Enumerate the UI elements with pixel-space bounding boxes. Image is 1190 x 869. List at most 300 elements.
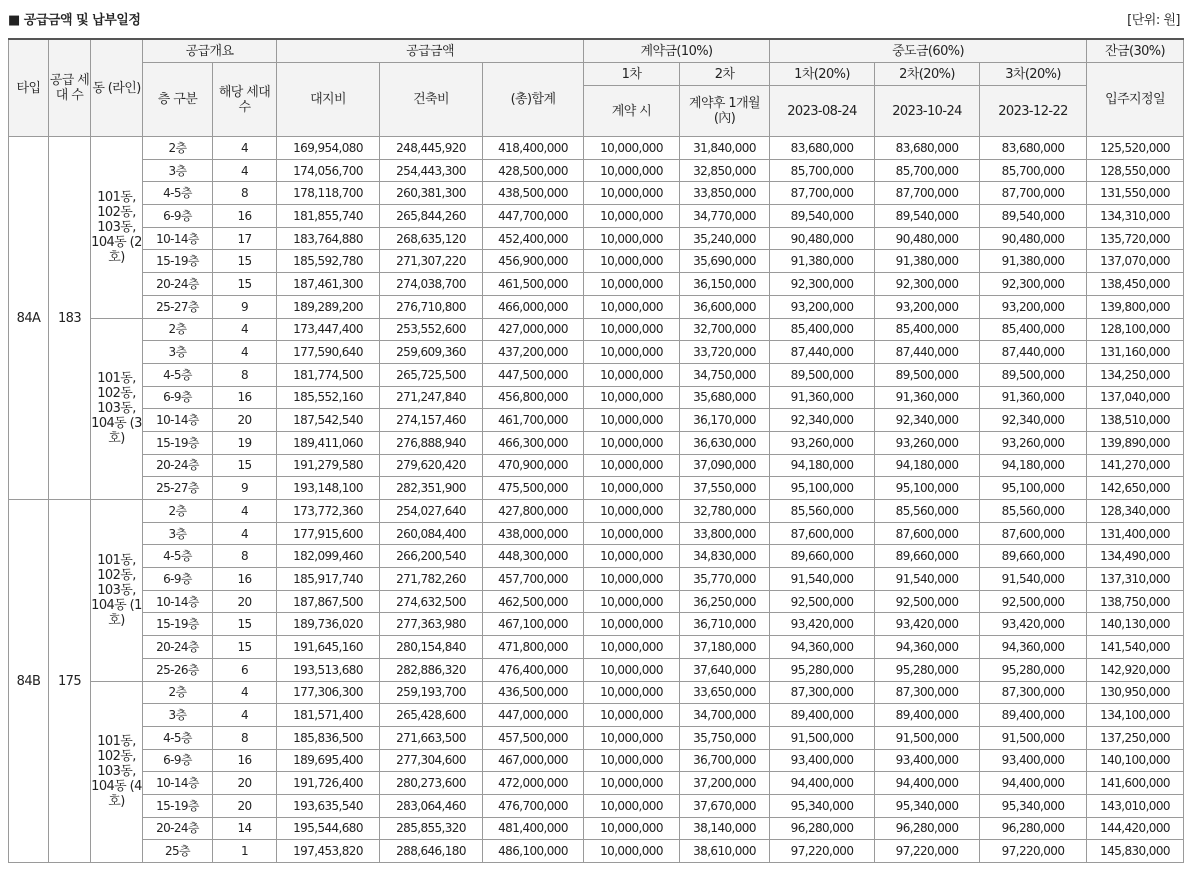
floor-cell: 10-14층 — [143, 227, 213, 250]
floor-cell: 2층 — [143, 137, 213, 160]
units-cell: 8 — [213, 363, 277, 386]
floor-cell: 20-24층 — [143, 817, 213, 840]
header-deposit: 계약금(10%) — [584, 39, 770, 63]
deposit-1-cell: 10,000,000 — [584, 840, 680, 863]
floor-cell: 6-9층 — [143, 205, 213, 228]
land-cell: 193,635,540 — [277, 794, 380, 817]
table-row — [9, 568, 1184, 591]
floor-cell: 2층 — [143, 318, 213, 341]
page-title: ■ 공급금액 및 납부일정 — [8, 13, 141, 28]
land-cell: 191,645,160 — [277, 636, 380, 659]
deposit-2-cell: 36,700,000 — [680, 749, 770, 772]
building-cell: 288,646,180 — [380, 840, 483, 863]
building-cell: 276,888,940 — [380, 431, 483, 454]
table-row — [9, 545, 1184, 568]
header-interim-3-date: 2023-12-22 — [980, 86, 1087, 137]
units-cell: 20 — [213, 409, 277, 432]
interim-3-cell: 83,680,000 — [980, 137, 1087, 160]
units-cell: 16 — [213, 205, 277, 228]
interim-3-cell: 97,220,000 — [980, 840, 1087, 863]
total-cell: 467,000,000 — [483, 749, 584, 772]
interim-2-cell: 89,540,000 — [875, 205, 980, 228]
balance-cell: 139,890,000 — [1087, 431, 1184, 454]
building-cell: 271,663,500 — [380, 726, 483, 749]
land-cell: 183,764,880 — [277, 227, 380, 250]
deposit-2-cell: 37,640,000 — [680, 658, 770, 681]
floor-cell: 25-26층 — [143, 658, 213, 681]
header-interim-3: 3차(20%) — [980, 63, 1087, 86]
balance-cell: 139,800,000 — [1087, 295, 1184, 318]
interim-2-cell: 95,280,000 — [875, 658, 980, 681]
interim-1-cell: 93,260,000 — [770, 431, 875, 454]
floor-cell: 20-24층 — [143, 454, 213, 477]
total-cell: 447,500,000 — [483, 363, 584, 386]
balance-cell: 130,950,000 — [1087, 681, 1184, 704]
building-cell: 268,635,120 — [380, 227, 483, 250]
units-cell: 14 — [213, 817, 277, 840]
floor-cell: 15-19층 — [143, 794, 213, 817]
units-cell: 8 — [213, 182, 277, 205]
total-cell: 438,500,000 — [483, 182, 584, 205]
deposit-1-cell: 10,000,000 — [584, 613, 680, 636]
interim-1-cell: 93,400,000 — [770, 749, 875, 772]
units-cell: 15 — [213, 454, 277, 477]
deposit-1-cell: 10,000,000 — [584, 409, 680, 432]
total-cell: 486,100,000 — [483, 840, 584, 863]
units-cell: 8 — [213, 545, 277, 568]
table-row — [9, 840, 1184, 863]
land-cell: 185,592,780 — [277, 250, 380, 273]
units-cell: 4 — [213, 522, 277, 545]
interim-1-cell: 92,300,000 — [770, 273, 875, 296]
floor-cell: 6-9층 — [143, 749, 213, 772]
building-cell: 265,428,600 — [380, 704, 483, 727]
building-cell: 274,038,700 — [380, 273, 483, 296]
floor-cell: 10-14층 — [143, 772, 213, 795]
land-cell: 182,099,460 — [277, 545, 380, 568]
table-row — [9, 386, 1184, 409]
table-row — [9, 227, 1184, 250]
interim-2-cell: 89,400,000 — [875, 704, 980, 727]
header-dong: 동 (라인) — [91, 39, 143, 137]
floor-cell: 2층 — [143, 500, 213, 523]
units-cell: 15 — [213, 636, 277, 659]
header-land: 대지비 — [277, 63, 380, 137]
units-cell: 16 — [213, 568, 277, 591]
interim-2-cell: 87,600,000 — [875, 522, 980, 545]
balance-cell: 128,550,000 — [1087, 159, 1184, 182]
building-cell: 271,307,220 — [380, 250, 483, 273]
balance-cell: 137,310,000 — [1087, 568, 1184, 591]
table-header — [9, 39, 1184, 137]
floor-cell: 3층 — [143, 341, 213, 364]
interim-1-cell: 85,400,000 — [770, 318, 875, 341]
units-cell: 16 — [213, 386, 277, 409]
deposit-2-cell: 32,780,000 — [680, 500, 770, 523]
interim-1-cell: 92,500,000 — [770, 590, 875, 613]
land-cell: 178,118,700 — [277, 182, 380, 205]
building-cell: 265,844,260 — [380, 205, 483, 228]
deposit-2-cell: 37,670,000 — [680, 794, 770, 817]
table-row — [9, 250, 1184, 273]
interim-1-cell: 87,600,000 — [770, 522, 875, 545]
total-cell: 437,200,000 — [483, 341, 584, 364]
unit-label: [단위: 원] — [1127, 13, 1180, 28]
deposit-2-cell: 37,200,000 — [680, 772, 770, 795]
land-cell: 185,836,500 — [277, 726, 380, 749]
interim-2-cell: 91,500,000 — [875, 726, 980, 749]
units-cell: 4 — [213, 318, 277, 341]
floor-cell: 4-5층 — [143, 363, 213, 386]
deposit-1-cell: 10,000,000 — [584, 817, 680, 840]
balance-cell: 143,010,000 — [1087, 794, 1184, 817]
deposit-1-cell: 10,000,000 — [584, 749, 680, 772]
total-cell: 428,500,000 — [483, 159, 584, 182]
land-cell: 173,447,400 — [277, 318, 380, 341]
deposit-2-cell: 35,690,000 — [680, 250, 770, 273]
units-cell: 9 — [213, 477, 277, 500]
table-row — [9, 273, 1184, 296]
interim-1-cell: 95,280,000 — [770, 658, 875, 681]
interim-3-cell: 94,400,000 — [980, 772, 1087, 795]
interim-1-cell: 96,280,000 — [770, 817, 875, 840]
balance-cell: 134,490,000 — [1087, 545, 1184, 568]
units-cell: 16 — [213, 749, 277, 772]
units-cell: 4 — [213, 159, 277, 182]
building-cell: 280,273,600 — [380, 772, 483, 795]
deposit-1-cell: 10,000,000 — [584, 159, 680, 182]
table-row — [9, 454, 1184, 477]
interim-2-cell: 96,280,000 — [875, 817, 980, 840]
floor-cell: 4-5층 — [143, 726, 213, 749]
table-row — [9, 590, 1184, 613]
header-deposit-1: 1차 — [584, 63, 680, 86]
interim-1-cell: 97,220,000 — [770, 840, 875, 863]
deposit-2-cell: 33,800,000 — [680, 522, 770, 545]
interim-2-cell: 91,380,000 — [875, 250, 980, 273]
balance-cell: 137,040,000 — [1087, 386, 1184, 409]
header-building: 건축비 — [380, 63, 483, 137]
building-cell: 285,855,320 — [380, 817, 483, 840]
balance-cell: 140,100,000 — [1087, 749, 1184, 772]
interim-1-cell: 93,200,000 — [770, 295, 875, 318]
units-cell: 6 — [213, 658, 277, 681]
table-row — [9, 318, 1184, 341]
balance-cell: 135,720,000 — [1087, 227, 1184, 250]
floor-cell: 20-24층 — [143, 273, 213, 296]
floor-cell: 25층 — [143, 840, 213, 863]
land-cell: 181,571,400 — [277, 704, 380, 727]
deposit-2-cell: 36,710,000 — [680, 613, 770, 636]
interim-1-cell: 89,400,000 — [770, 704, 875, 727]
interim-2-cell: 85,560,000 — [875, 500, 980, 523]
deposit-2-cell: 36,250,000 — [680, 590, 770, 613]
interim-2-cell: 93,420,000 — [875, 613, 980, 636]
deposit-2-cell: 35,770,000 — [680, 568, 770, 591]
deposit-1-cell: 10,000,000 — [584, 250, 680, 273]
interim-1-cell: 93,420,000 — [770, 613, 875, 636]
land-cell: 173,772,360 — [277, 500, 380, 523]
floor-cell: 2층 — [143, 681, 213, 704]
interim-2-cell: 97,220,000 — [875, 840, 980, 863]
land-cell: 189,289,200 — [277, 295, 380, 318]
building-cell: 265,725,500 — [380, 363, 483, 386]
table-row — [9, 772, 1184, 795]
balance-cell: 137,070,000 — [1087, 250, 1184, 273]
balance-cell: 142,920,000 — [1087, 658, 1184, 681]
total-cell: 476,700,000 — [483, 794, 584, 817]
deposit-2-cell: 32,700,000 — [680, 318, 770, 341]
total-cell: 447,000,000 — [483, 704, 584, 727]
deposit-1-cell: 10,000,000 — [584, 704, 680, 727]
units-cell: 15 — [213, 250, 277, 273]
balance-cell: 141,540,000 — [1087, 636, 1184, 659]
deposit-2-cell: 34,830,000 — [680, 545, 770, 568]
floor-cell: 3층 — [143, 522, 213, 545]
total-cell: 461,700,000 — [483, 409, 584, 432]
table-row — [9, 636, 1184, 659]
deposit-2-cell: 36,170,000 — [680, 409, 770, 432]
deposit-1-cell: 10,000,000 — [584, 590, 680, 613]
price-table — [8, 38, 1184, 863]
interim-2-cell: 91,540,000 — [875, 568, 980, 591]
deposit-1-cell: 10,000,000 — [584, 182, 680, 205]
dong-cell: 101동, 102동, 103동, 104동 (1호) — [91, 500, 143, 682]
land-cell: 187,461,300 — [277, 273, 380, 296]
interim-3-cell: 91,540,000 — [980, 568, 1087, 591]
interim-1-cell: 95,100,000 — [770, 477, 875, 500]
building-cell: 274,632,500 — [380, 590, 483, 613]
building-cell: 254,027,640 — [380, 500, 483, 523]
balance-cell: 128,340,000 — [1087, 500, 1184, 523]
interim-3-cell: 85,560,000 — [980, 500, 1087, 523]
land-cell: 174,056,700 — [277, 159, 380, 182]
total-cell: 456,800,000 — [483, 386, 584, 409]
floor-cell: 10-14층 — [143, 590, 213, 613]
interim-3-cell: 94,360,000 — [980, 636, 1087, 659]
interim-3-cell: 89,540,000 — [980, 205, 1087, 228]
header-move-in: 입주지정일 — [1087, 63, 1184, 137]
units-cell: 20 — [213, 772, 277, 795]
total-cell: 472,000,000 — [483, 772, 584, 795]
units-cell: 4 — [213, 341, 277, 364]
header-after-contract: 계약후 1개월(內) — [680, 86, 770, 137]
total-cell: 476,400,000 — [483, 658, 584, 681]
table-row — [9, 205, 1184, 228]
units-cell: 19 — [213, 431, 277, 454]
table-row — [9, 477, 1184, 500]
supply-units-cell: 175 — [49, 500, 91, 863]
deposit-2-cell: 33,850,000 — [680, 182, 770, 205]
land-cell: 193,513,680 — [277, 658, 380, 681]
interim-3-cell: 92,300,000 — [980, 273, 1087, 296]
interim-2-cell: 95,100,000 — [875, 477, 980, 500]
header-at-contract: 계약 시 — [584, 86, 680, 137]
interim-2-cell: 85,400,000 — [875, 318, 980, 341]
header-total: (총)합계 — [483, 63, 584, 137]
deposit-2-cell: 33,720,000 — [680, 341, 770, 364]
interim-3-cell: 90,480,000 — [980, 227, 1087, 250]
interim-2-cell: 95,340,000 — [875, 794, 980, 817]
interim-2-cell: 92,300,000 — [875, 273, 980, 296]
balance-cell: 131,550,000 — [1087, 182, 1184, 205]
balance-cell: 134,310,000 — [1087, 205, 1184, 228]
interim-3-cell: 93,400,000 — [980, 749, 1087, 772]
header-deposit-2: 2차 — [680, 63, 770, 86]
building-cell: 253,552,600 — [380, 318, 483, 341]
interim-1-cell: 89,540,000 — [770, 205, 875, 228]
balance-cell: 138,750,000 — [1087, 590, 1184, 613]
total-cell: 475,500,000 — [483, 477, 584, 500]
floor-cell: 15-19층 — [143, 250, 213, 273]
interim-2-cell: 91,360,000 — [875, 386, 980, 409]
total-cell: 461,500,000 — [483, 273, 584, 296]
deposit-1-cell: 10,000,000 — [584, 772, 680, 795]
units-cell: 8 — [213, 726, 277, 749]
interim-3-cell: 87,600,000 — [980, 522, 1087, 545]
interim-1-cell: 83,680,000 — [770, 137, 875, 160]
interim-3-cell: 91,360,000 — [980, 386, 1087, 409]
land-cell: 187,867,500 — [277, 590, 380, 613]
units-cell: 4 — [213, 704, 277, 727]
interim-2-cell: 87,300,000 — [875, 681, 980, 704]
interim-3-cell: 89,500,000 — [980, 363, 1087, 386]
balance-cell: 144,420,000 — [1087, 817, 1184, 840]
total-cell: 467,100,000 — [483, 613, 584, 636]
units-cell: 15 — [213, 613, 277, 636]
units-cell: 17 — [213, 227, 277, 250]
interim-1-cell: 85,560,000 — [770, 500, 875, 523]
table-row — [9, 704, 1184, 727]
deposit-2-cell: 38,140,000 — [680, 817, 770, 840]
land-cell: 197,453,820 — [277, 840, 380, 863]
building-cell: 274,157,460 — [380, 409, 483, 432]
building-cell: 259,609,360 — [380, 341, 483, 364]
interim-3-cell: 93,200,000 — [980, 295, 1087, 318]
floor-cell: 15-19층 — [143, 613, 213, 636]
header-interim-2: 2차(20%) — [875, 63, 980, 86]
table-row — [9, 817, 1184, 840]
land-cell: 193,148,100 — [277, 477, 380, 500]
total-cell: 457,700,000 — [483, 568, 584, 591]
deposit-1-cell: 10,000,000 — [584, 726, 680, 749]
interim-3-cell: 96,280,000 — [980, 817, 1087, 840]
land-cell: 185,552,160 — [277, 386, 380, 409]
interim-1-cell: 94,400,000 — [770, 772, 875, 795]
interim-3-cell: 92,500,000 — [980, 590, 1087, 613]
building-cell: 283,064,460 — [380, 794, 483, 817]
table-row — [9, 431, 1184, 454]
units-cell: 4 — [213, 681, 277, 704]
deposit-1-cell: 10,000,000 — [584, 273, 680, 296]
land-cell: 189,736,020 — [277, 613, 380, 636]
interim-1-cell: 89,660,000 — [770, 545, 875, 568]
interim-3-cell: 95,280,000 — [980, 658, 1087, 681]
supply-units-cell: 183 — [49, 137, 91, 500]
deposit-1-cell: 10,000,000 — [584, 341, 680, 364]
table-row — [9, 658, 1184, 681]
table-row — [9, 681, 1184, 704]
deposit-1-cell: 10,000,000 — [584, 500, 680, 523]
floor-cell: 6-9층 — [143, 568, 213, 591]
interim-3-cell: 92,340,000 — [980, 409, 1087, 432]
interim-2-cell: 93,260,000 — [875, 431, 980, 454]
deposit-1-cell: 10,000,000 — [584, 681, 680, 704]
land-cell: 169,954,080 — [277, 137, 380, 160]
total-cell: 452,400,000 — [483, 227, 584, 250]
interim-1-cell: 87,700,000 — [770, 182, 875, 205]
floor-cell: 3층 — [143, 159, 213, 182]
interim-2-cell: 92,340,000 — [875, 409, 980, 432]
interim-3-cell: 85,400,000 — [980, 318, 1087, 341]
table-row — [9, 159, 1184, 182]
floor-cell: 25-27층 — [143, 295, 213, 318]
total-cell: 436,500,000 — [483, 681, 584, 704]
table-row — [9, 341, 1184, 364]
units-cell: 4 — [213, 500, 277, 523]
balance-cell: 128,100,000 — [1087, 318, 1184, 341]
table-row — [9, 137, 1184, 160]
interim-2-cell: 83,680,000 — [875, 137, 980, 160]
header-interim-1-date: 2023-08-24 — [770, 86, 875, 137]
deposit-2-cell: 32,850,000 — [680, 159, 770, 182]
total-cell: 466,000,000 — [483, 295, 584, 318]
deposit-1-cell: 10,000,000 — [584, 295, 680, 318]
interim-3-cell: 85,700,000 — [980, 159, 1087, 182]
balance-cell: 138,510,000 — [1087, 409, 1184, 432]
deposit-2-cell: 34,700,000 — [680, 704, 770, 727]
building-cell: 254,443,300 — [380, 159, 483, 182]
interim-2-cell: 93,200,000 — [875, 295, 980, 318]
interim-3-cell: 94,180,000 — [980, 454, 1087, 477]
header-interim: 중도금(60%) — [770, 39, 1087, 63]
building-cell: 260,084,400 — [380, 522, 483, 545]
land-cell: 189,695,400 — [277, 749, 380, 772]
interim-2-cell: 92,500,000 — [875, 590, 980, 613]
units-cell: 9 — [213, 295, 277, 318]
dong-cell: 101동, 102동, 103동, 104동 (2호) — [91, 137, 143, 319]
header-interim-2-date: 2023-10-24 — [875, 86, 980, 137]
building-cell: 282,351,900 — [380, 477, 483, 500]
interim-2-cell: 87,440,000 — [875, 341, 980, 364]
interim-3-cell: 89,660,000 — [980, 545, 1087, 568]
interim-3-cell: 87,300,000 — [980, 681, 1087, 704]
deposit-2-cell: 37,090,000 — [680, 454, 770, 477]
deposit-1-cell: 10,000,000 — [584, 454, 680, 477]
table-row — [9, 182, 1184, 205]
units-cell: 1 — [213, 840, 277, 863]
total-cell: 418,400,000 — [483, 137, 584, 160]
interim-1-cell: 91,540,000 — [770, 568, 875, 591]
interim-1-cell: 91,500,000 — [770, 726, 875, 749]
deposit-2-cell: 33,650,000 — [680, 681, 770, 704]
building-cell: 282,886,320 — [380, 658, 483, 681]
total-cell: 447,700,000 — [483, 205, 584, 228]
deposit-1-cell: 10,000,000 — [584, 568, 680, 591]
balance-cell: 134,250,000 — [1087, 363, 1184, 386]
interim-2-cell: 90,480,000 — [875, 227, 980, 250]
dong-cell: 101동, 102동, 103동, 104동 (4호) — [91, 681, 143, 863]
building-cell: 271,782,260 — [380, 568, 483, 591]
balance-cell: 134,100,000 — [1087, 704, 1184, 727]
interim-3-cell: 93,260,000 — [980, 431, 1087, 454]
table-row — [9, 363, 1184, 386]
land-cell: 189,411,060 — [277, 431, 380, 454]
type-cell: 84B — [9, 500, 49, 863]
deposit-1-cell: 10,000,000 — [584, 137, 680, 160]
building-cell: 271,247,840 — [380, 386, 483, 409]
deposit-2-cell: 35,750,000 — [680, 726, 770, 749]
